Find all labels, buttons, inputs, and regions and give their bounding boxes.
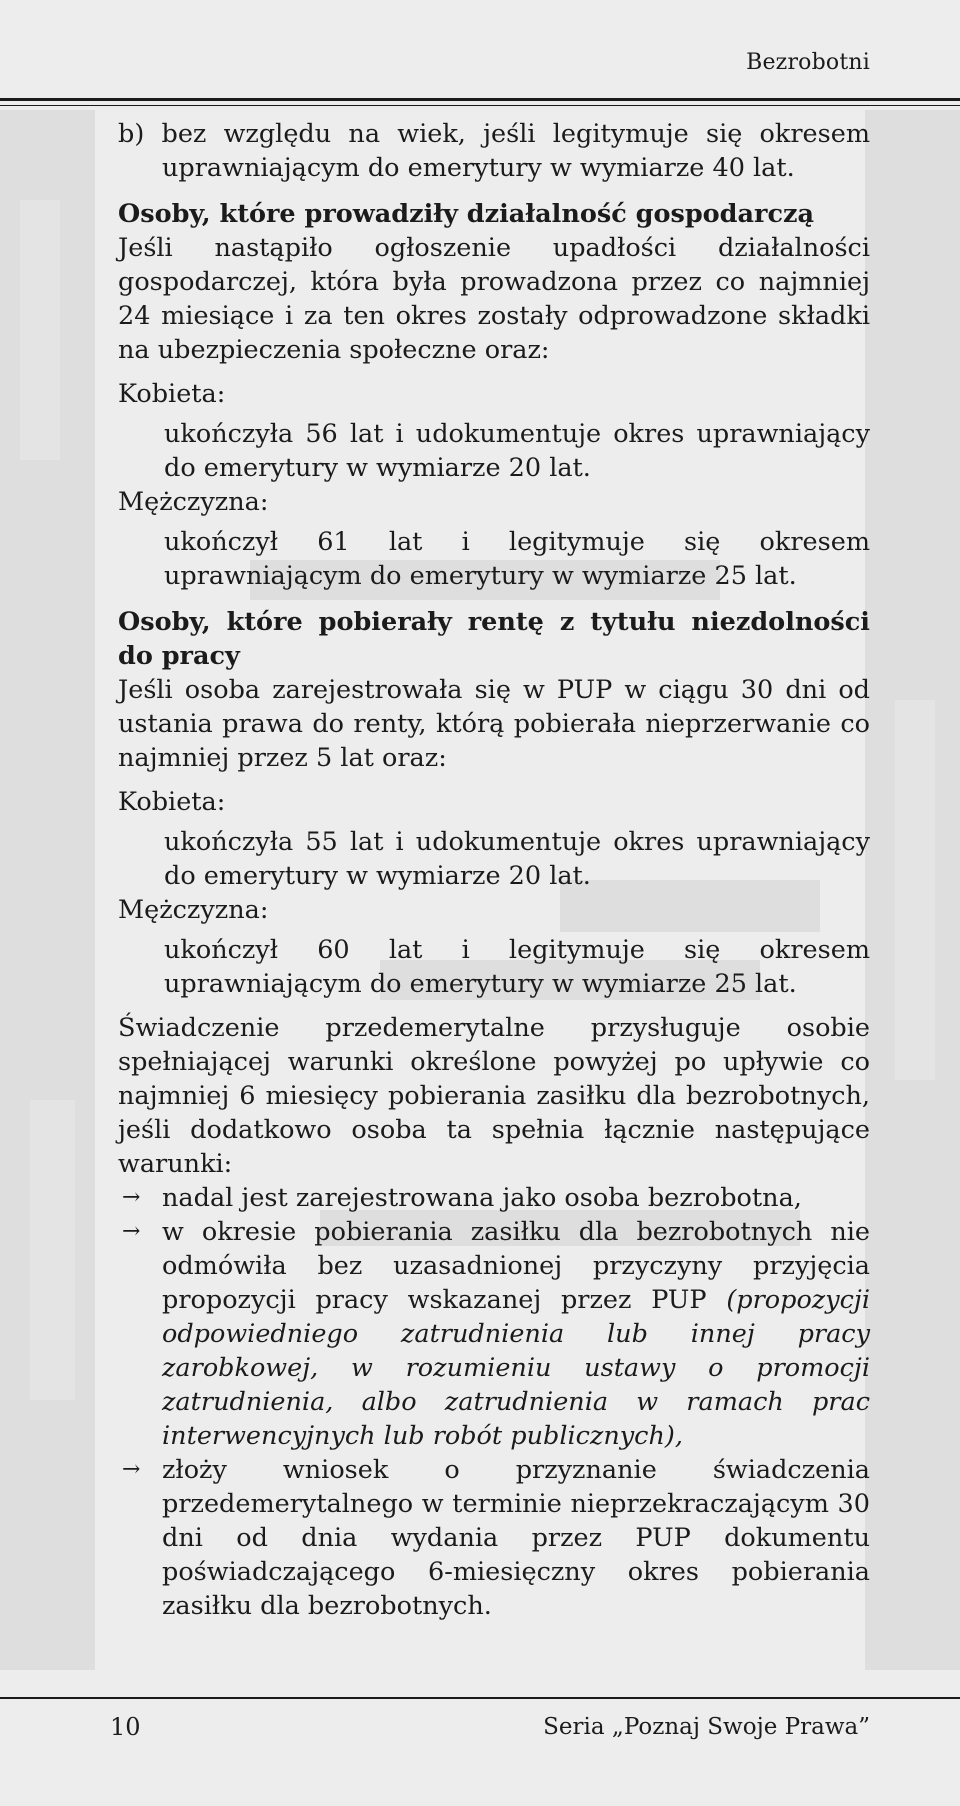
list-item-text: złoży wniosek o przyznanie świadczenia przedemerytalnego w terminie nieprzekraczającym 30 dni od dnia wydania przez PUP dokumentu poświadczającego 6-miesięczny okres pobierania zasiłku dla bezrobotnych.: [162, 1455, 870, 1621]
main-text: [118, 117, 870, 1623]
series-title: Seria „Poznaj Swoje Prawa”: [543, 1714, 870, 1740]
women-condition: ukończyła 55 lat i udokumentuje okres uprawniający do emerytury w wymiarze 20 lat.: [164, 827, 870, 891]
section-paragraph-business: Jeśli nastąpiło ogłoszenie upadłości działalności gospodarczej, która była prowadzona przez co najmniej 24 miesiące i za ten okres zostały odprowadzone składki na ubezpieczenia społeczne oraz:: [118, 233, 870, 365]
header-rule-thin: [0, 105, 960, 106]
men-condition: ukończył 61 lat i legitymuje się okresem uprawniającym do emerytury w wymiarze 25 lat.: [164, 527, 870, 591]
men-label: Mężczyzna:: [118, 487, 269, 517]
page-number: 10: [110, 1713, 141, 1741]
list-item: [118, 1453, 870, 1623]
arrow-right-icon: →: [122, 1185, 141, 1210]
conditions-list: [118, 1181, 870, 1623]
list-item: [118, 1215, 870, 1453]
men-condition: ukończył 60 lat i legitymuje się okresem uprawniającym do emerytury w wymiarze 25 lat.: [164, 935, 870, 999]
list-item-b: b) bez względu na wiek, jeśli legitymuje się okresem uprawniającym do emerytury w wymiarze 40 lat.: [118, 119, 870, 183]
footer-rule: [0, 1697, 960, 1699]
closing-paragraph: Świadczenie przedemerytalne przysługuje osobie spełniającej warunki określone powyżej po upływie co najmniej 6 miesięcy pobierania zasiłku dla bezrobotnych, jeśli dodatkowo osoba ta spełnia łącznie następujące warunki:: [118, 1013, 870, 1179]
section-paragraph-pension: Jeśli osoba zarejestrowała się w PUP w ciągu 30 dni od ustania prawa do renty, którą pobierała nieprzerwanie co najmniej przez 5 lat oraz:: [118, 675, 870, 773]
women-condition: ukończyła 56 lat i udokumentuje okres uprawniający do emerytury w wymiarze 20 lat.: [164, 419, 870, 483]
running-header: Bezrobotni: [746, 50, 870, 75]
women-label: Kobieta:: [118, 379, 226, 409]
arrow-right-icon: →: [122, 1219, 141, 1244]
section-heading-business: Osoby, które prowadziły działalność gospodarczą: [118, 199, 814, 229]
list-item-italic-note: (propozycji odpowiedniego zatrudnienia lub innej pracy zarobkowej, w rozumieniu ustawy o promocji zatrudnienia, albo zatrudnienia w ramach prac interwencyjnych lub robót publicznych),: [162, 1285, 870, 1451]
header-rule: [0, 98, 960, 101]
arrow-right-icon: →: [122, 1457, 141, 1482]
list-item-text: w okresie pobierania zasiłku dla bezrobotnych nie odmówiła bez uzasadnionej przyczyny przyjęcia propozycji pracy wskazanej przez PUP: [162, 1217, 870, 1315]
women-label: Kobieta:: [118, 787, 226, 817]
list-item-text: nadal jest zarejestrowana jako osoba bezrobotna,: [162, 1183, 802, 1213]
men-label: Mężczyzna:: [118, 895, 269, 925]
section-heading-pension: Osoby, które pobierały rentę z tytułu niezdolności do pracy: [118, 607, 870, 671]
list-item: [118, 1181, 870, 1215]
